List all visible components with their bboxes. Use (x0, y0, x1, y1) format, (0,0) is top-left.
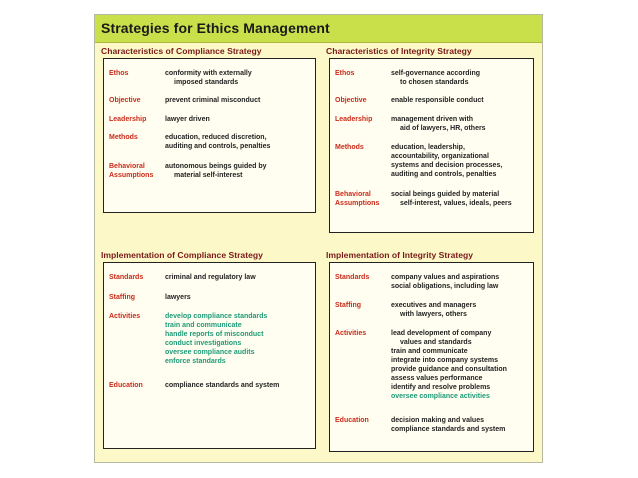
row-label-line: Activities (335, 330, 367, 337)
row-value (165, 96, 260, 105)
row-value-line: education, reduced discretion, (165, 134, 267, 141)
row-value (165, 162, 267, 180)
row-value (391, 301, 476, 319)
row-label (335, 69, 385, 78)
row-value-line: to chosen standards (400, 79, 469, 86)
row-label-line: Methods (335, 144, 364, 151)
row-value-line: oversee compliance activities (391, 393, 490, 400)
row-value (391, 115, 486, 133)
row-value-line: aid of lawyers, HR, others (400, 125, 486, 132)
row-label (109, 96, 159, 105)
row-label-line: Assumptions (109, 172, 154, 179)
row-value-line: with lawyers, others (400, 311, 467, 318)
row-value (165, 133, 270, 151)
row-label (109, 293, 159, 302)
slide (94, 14, 543, 463)
row-value (391, 416, 505, 434)
row-value-line: auditing and controls, penalties (165, 143, 271, 150)
row-value-line: handle reports of misconduct (165, 331, 264, 338)
section-panel (329, 58, 534, 233)
row-value (391, 143, 502, 179)
row-value-line: train and communicate (165, 322, 242, 329)
row-label-line: Behavioral (335, 191, 371, 198)
row-label-line: Activities (109, 313, 141, 320)
row-label-line: Education (109, 382, 143, 389)
row-value-line: compliance standards and system (391, 426, 506, 433)
row-value (165, 312, 267, 366)
row-label-line: Staffing (109, 294, 136, 301)
row-value-line: enforce standards (165, 358, 226, 365)
row-value-line: auditing and controls, penalties (391, 171, 497, 178)
row-value (165, 293, 191, 302)
row-label-line: Objective (109, 97, 141, 104)
row-label (109, 162, 159, 180)
row-value-line: criminal and regulatory law (165, 274, 256, 281)
row-value-line: systems and decision processes, (391, 162, 503, 169)
row-label (109, 133, 159, 142)
row-value-line: company values and aspirations (391, 274, 500, 281)
section-title: Characteristics of Compliance Strategy (101, 46, 262, 56)
row-label-line: Staffing (335, 302, 362, 309)
row-label-line: Leadership (335, 116, 373, 123)
row-label (109, 312, 159, 321)
row-label-line: Ethos (109, 70, 129, 77)
row-label (335, 301, 385, 310)
row-value-line: provide guidance and consultation (391, 366, 507, 373)
row-value-line: accountability, organizational (391, 153, 489, 160)
row-value-line: lead development of company (391, 330, 492, 337)
row-value-line: executives and managers (391, 302, 477, 309)
row-value-line: develop compliance standards (165, 313, 268, 320)
row-label-line: Assumptions (335, 200, 380, 207)
row-label-line: Objective (335, 97, 367, 104)
row-label (109, 69, 159, 78)
row-label-line: Education (335, 417, 369, 424)
row-value-line: integrate into company systems (391, 357, 498, 364)
row-label-line: Leadership (109, 116, 147, 123)
row-value-line: imposed standards (174, 79, 239, 86)
row-value-line: prevent criminal misconduct (165, 97, 261, 104)
row-label (109, 115, 159, 124)
row-value-line: lawyer driven (165, 116, 210, 123)
row-value-line: self-interest, values, ideals, peers (400, 200, 512, 207)
row-label-line: Ethos (335, 70, 355, 77)
row-value (391, 190, 512, 208)
row-label-line: Standards (335, 274, 370, 281)
row-value-line: assess values performance (391, 375, 483, 382)
row-value-line: enable responsible conduct (391, 97, 484, 104)
row-label (335, 416, 385, 425)
row-value-line: identify and resolve problems (391, 384, 491, 391)
section-panel (103, 262, 316, 449)
section-title: Characteristics of Integrity Strategy (326, 46, 472, 56)
row-label-line: Methods (109, 134, 138, 141)
row-value-line: decision making and values (391, 417, 484, 424)
row-label (335, 273, 385, 282)
row-value-line: values and standards (400, 339, 472, 346)
row-label (335, 143, 385, 152)
row-label (335, 115, 385, 124)
row-label (335, 190, 385, 208)
row-value (165, 115, 210, 124)
row-label (335, 96, 385, 105)
row-value-line: social obligations, including law (391, 283, 499, 290)
title-bar (95, 15, 542, 43)
row-label-line: Standards (109, 274, 144, 281)
row-value (391, 69, 480, 87)
row-value-line: lawyers (165, 294, 191, 301)
row-value (165, 381, 279, 390)
row-value (391, 329, 507, 401)
row-value-line: education, leadership, (391, 144, 465, 151)
row-label (335, 329, 385, 338)
row-label-line: Behavioral (109, 163, 145, 170)
row-value-line: oversee compliance audits (165, 349, 255, 356)
section-title: Implementation of Integrity Strategy (326, 250, 474, 260)
section-panel (329, 262, 534, 452)
row-value-line: train and communicate (391, 348, 468, 355)
section-panel (103, 58, 316, 213)
row-value-line: self-governance according (391, 70, 481, 77)
row-value (391, 273, 499, 291)
row-value (391, 96, 484, 105)
row-value-line: social beings guided by material (391, 191, 500, 198)
row-value (165, 273, 256, 282)
row-label (109, 381, 159, 390)
row-value-line: compliance standards and system (165, 382, 280, 389)
row-value-line: management driven with (391, 116, 474, 123)
row-label (109, 273, 159, 282)
section-title: Implementation of Compliance Strategy (101, 250, 263, 260)
row-value-line: conformity with externally (165, 70, 252, 77)
row-value (165, 69, 252, 87)
slide-title: Strategies for Ethics Management (101, 20, 330, 36)
row-value-line: autonomous beings guided by (165, 163, 267, 170)
row-value-line: conduct investigations (165, 340, 242, 347)
row-value-line: material self-interest (174, 172, 243, 179)
